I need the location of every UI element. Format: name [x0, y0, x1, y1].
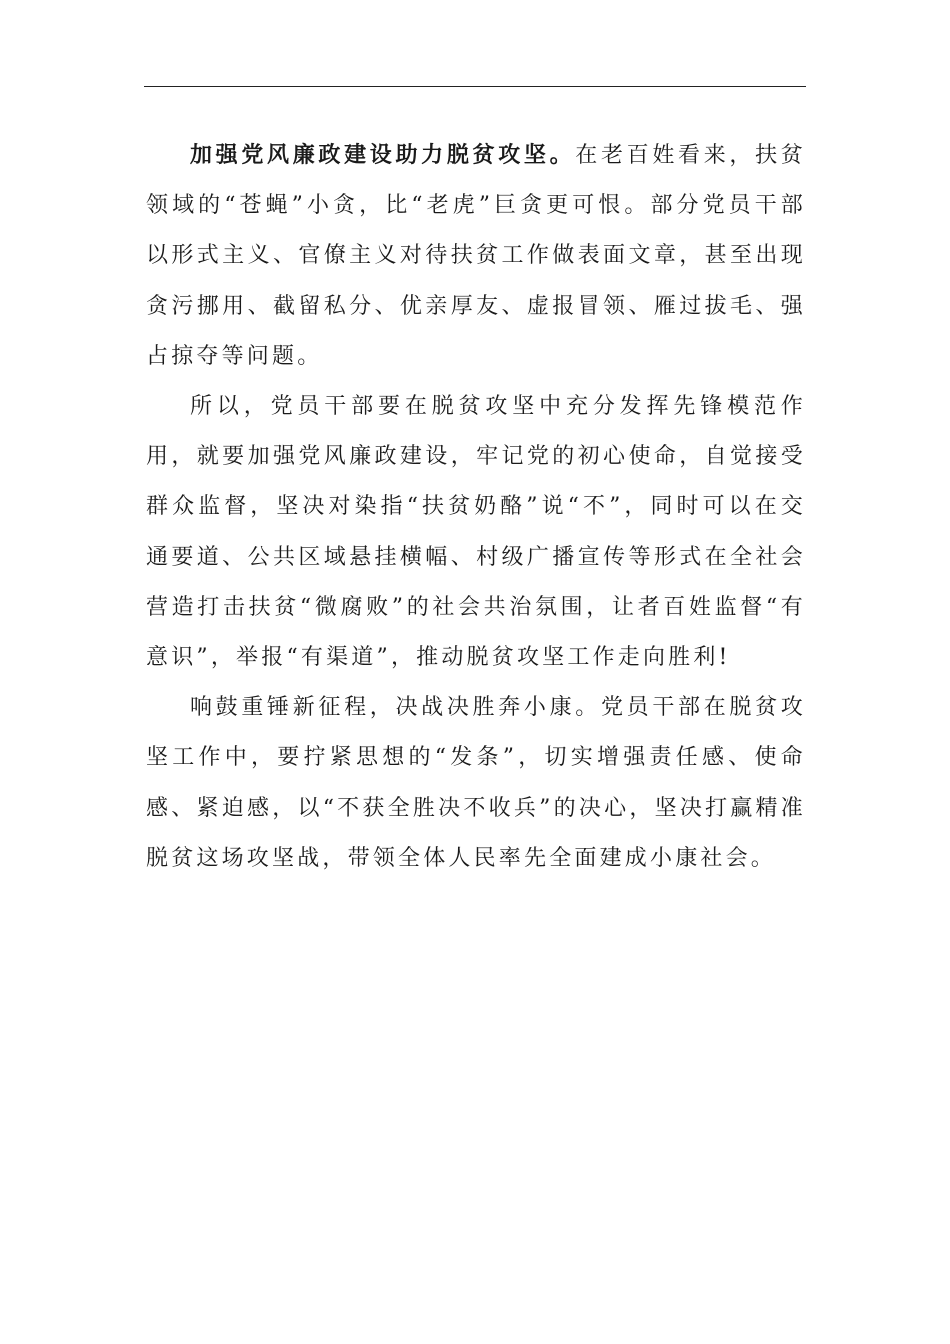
paragraph-1-heading: 加强党风廉政建设助力脱贫攻坚。: [190, 142, 576, 168]
paragraph-2: [146, 382, 806, 683]
document-body: [146, 130, 806, 884]
paragraph-3-text: 响鼓重锤新征程，决战决胜奔小康。党员干部在脱贫攻坚工作中，要拧紧思想的“发条”，切实增强责任感、使命感、紧迫感，以“不获全胜决不收兵”的决心，坚决打赢精准脱贫这场攻坚战，带领全体人民率先全面建成小康社会。: [146, 695, 806, 871]
paragraph-1-text: 在老百姓看来，扶贫领域的“苍蝇”小贪，比“老虎”巨贪更可恨。部分党员干部以形式主义、官僚主义对待扶贫工作做表面文章，甚至出现贪污挪用、截留私分、优亲厚友、虚报冒领、雁过拔毛、强占掠夺等问题。: [146, 143, 806, 369]
header-rule: [144, 86, 806, 87]
paragraph-2-text: 所以，党员干部要在脱贫攻坚中充分发挥先锋模范作用，就要加强党风廉政建设，牢记党的初心使命，自觉接受群众监督，坚决对染指“扶贫奶酪”说“不”，同时可以在交通要道、公共区域悬挂横幅、村级广播宣传等形式在全社会营造打击扶贫“微腐败”的社会共治氛围，让者百姓监督“有意识”，举报“有渠道”，推动脱贫攻坚工作走向胜利!: [146, 394, 806, 671]
paragraph-3: [146, 683, 806, 884]
paragraph-1: [146, 130, 806, 382]
